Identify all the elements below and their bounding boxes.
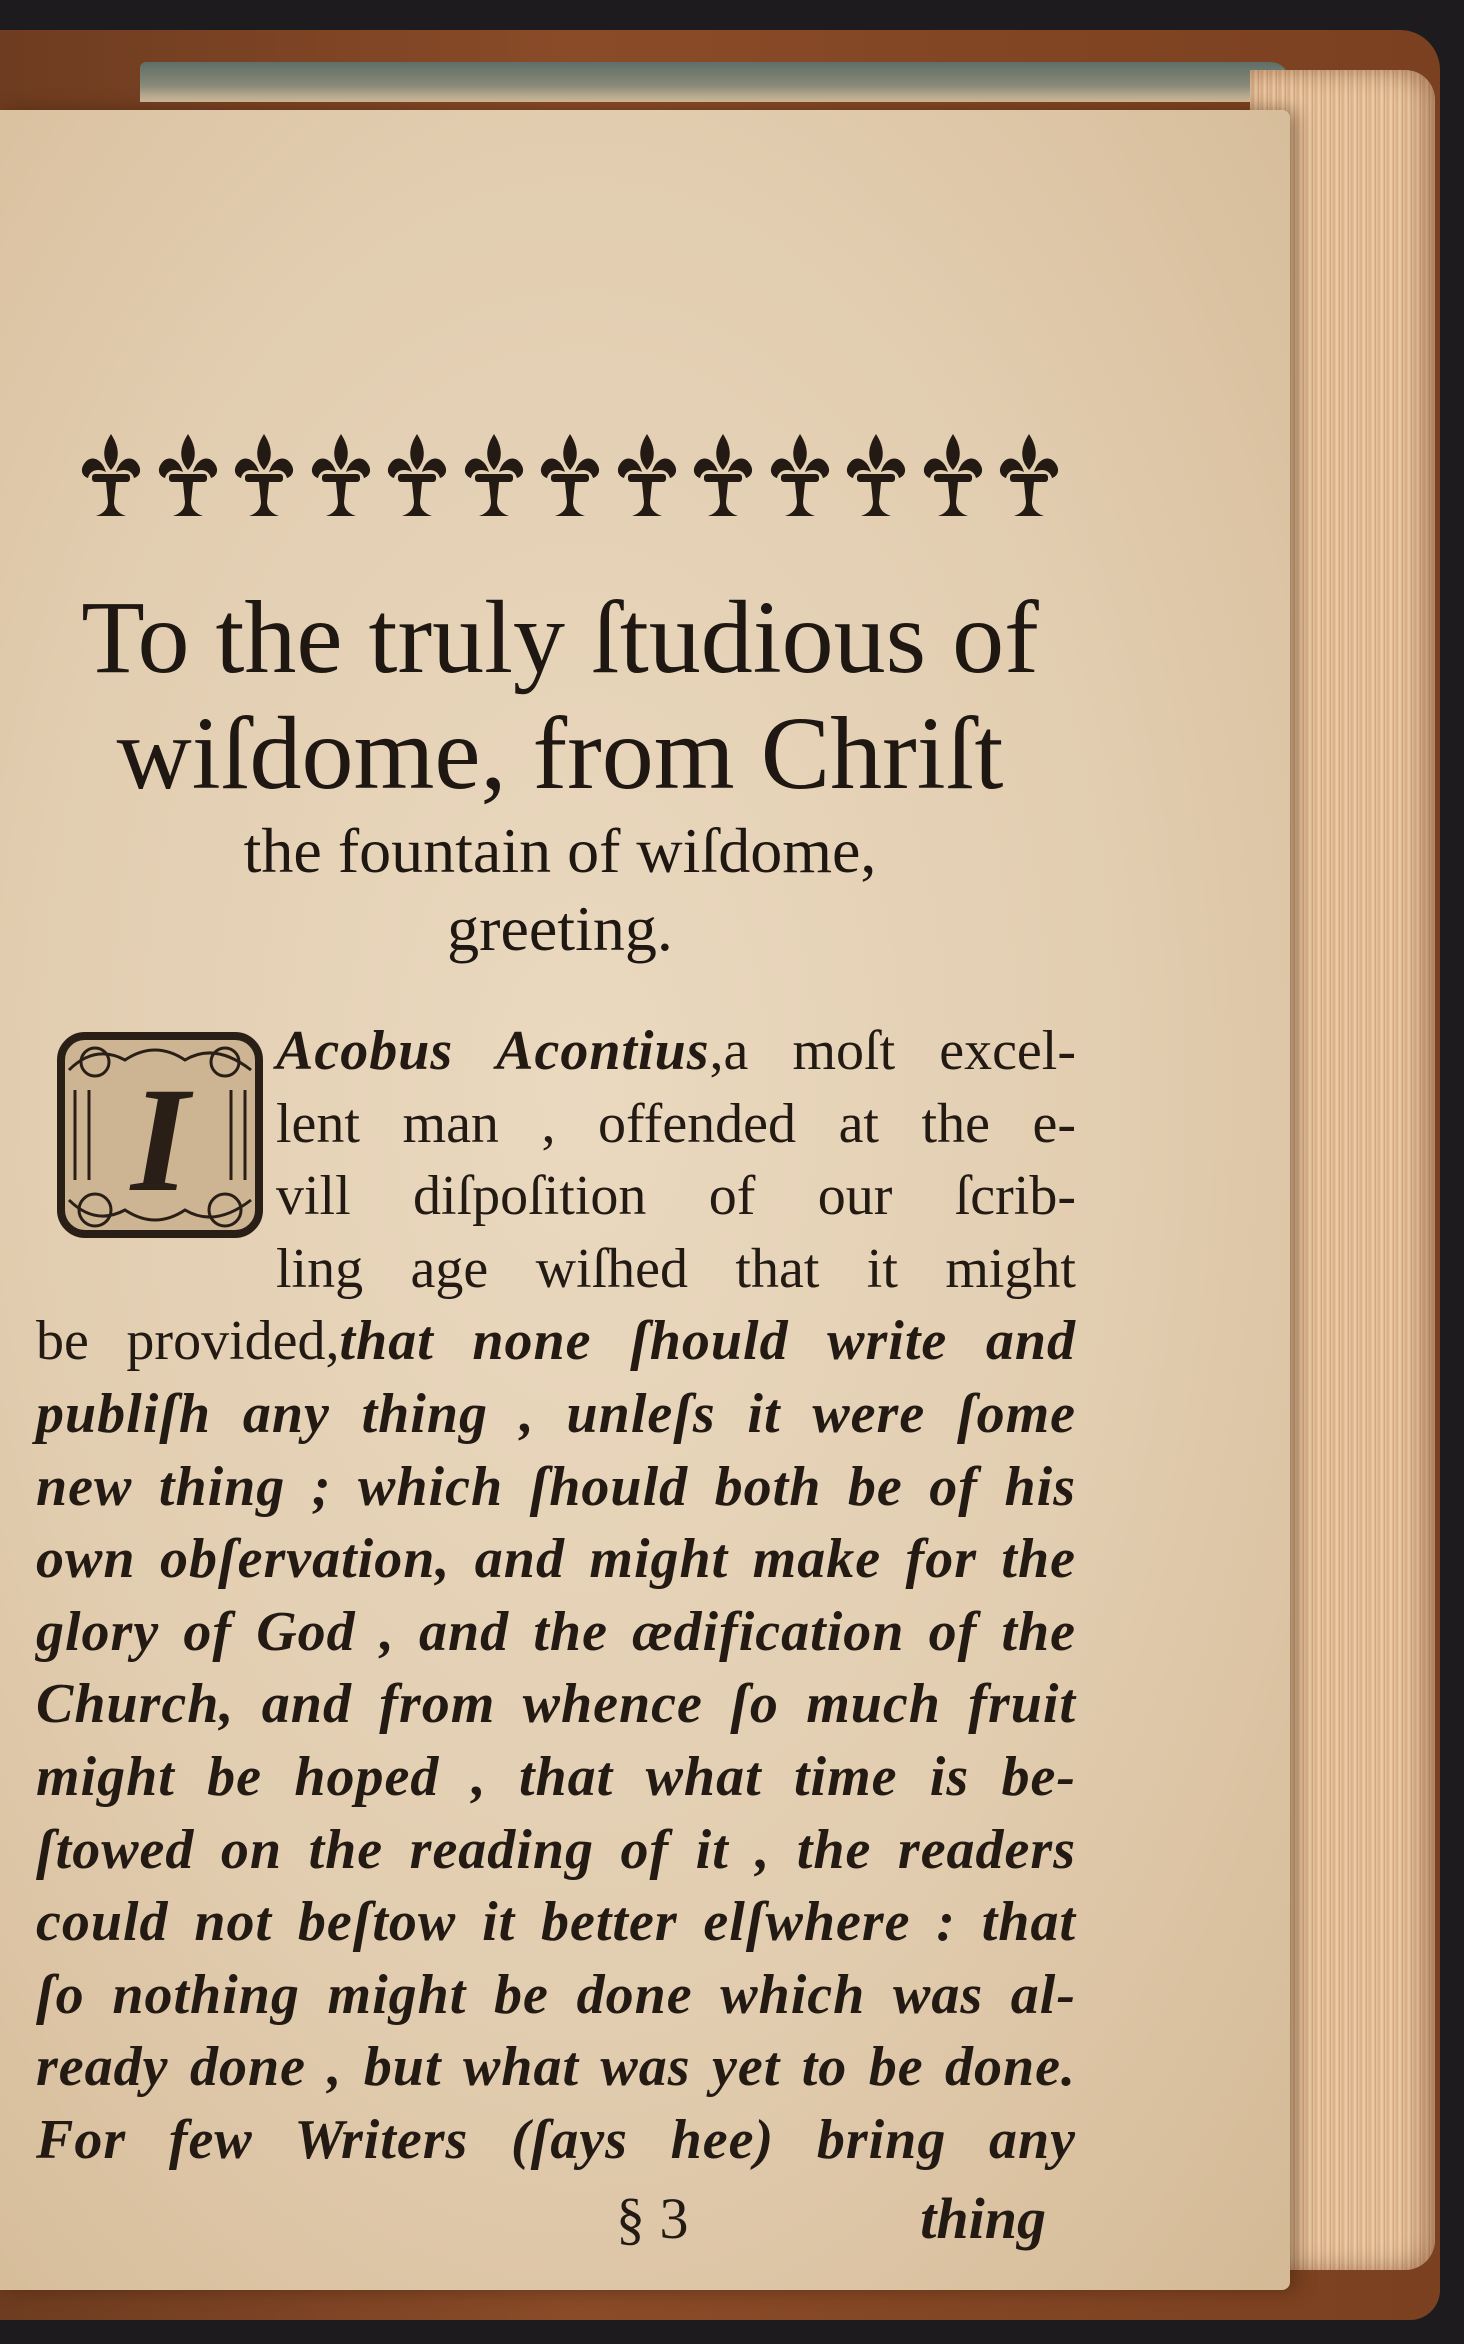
roman-text-segment: be provided,: [36, 1310, 340, 1373]
heading-line-4: greeting.: [447, 893, 673, 964]
fleur-de-lis-icon: [998, 430, 1060, 520]
text-line: [36, 1088, 1076, 1161]
fleur-de-lis-icon: [80, 430, 142, 520]
fleur-de-lis-icon: [692, 430, 754, 520]
heading-line-1: To the truly ſtudious of: [81, 580, 1039, 695]
fleur-de-lis-icon: [616, 430, 678, 520]
heading-line-3: the fountain of wiſdome,: [243, 815, 877, 886]
dedication-heading: [60, 580, 1060, 968]
fleur-de-lis-icon: [157, 430, 219, 520]
signature-mark: § 3: [616, 2186, 689, 2251]
text-line: [36, 1886, 1076, 1959]
italic-text-segment: might be hoped , that what time is be-: [36, 1745, 1076, 1808]
text-line: [36, 1305, 1076, 1378]
italic-text-segment: that none ſhould write and: [339, 1310, 1076, 1373]
fleuron-ornament-row: [80, 430, 1060, 530]
catchword: thing: [920, 2186, 1046, 2251]
text-line: [36, 1233, 1076, 1306]
italic-text-segment: new thing ; which ſhould both be of his: [36, 1455, 1076, 1518]
roman-text-segment: vill diſpoſition of our ſcrib-: [276, 1165, 1076, 1228]
text-line: [36, 1015, 1076, 1088]
italic-text-segment: could not beſtow it better elſwhere : that: [36, 1891, 1076, 1954]
fleur-de-lis-icon: [233, 430, 295, 520]
italic-text-segment: ready done , but what was yet to be done.: [36, 2036, 1076, 2099]
text-line: [36, 2031, 1076, 2104]
italic-text-segment: Acobus Acontius: [276, 1020, 710, 1082]
italic-text-segment: own obſervation, and might make for the: [36, 1528, 1076, 1591]
book-top-edge: [140, 62, 1290, 102]
roman-text-segment: ling age wiſhed that it might: [276, 1237, 1076, 1300]
fleur-de-lis-icon: [310, 430, 372, 520]
text-line: [36, 1451, 1076, 1524]
italic-text-segment: ſo nothing might be done which was al-: [36, 1963, 1076, 2026]
fleur-de-lis-icon: [922, 430, 984, 520]
text-line: [36, 1523, 1076, 1596]
body-text: [36, 1015, 1076, 2177]
fleur-de-lis-icon: [769, 430, 831, 520]
text-line: [36, 1378, 1076, 1451]
book-page: [0, 110, 1290, 2290]
text-line: [36, 1814, 1076, 1887]
fleur-de-lis-icon: [845, 430, 907, 520]
fleur-de-lis-icon: [539, 430, 601, 520]
svg-text:I: I: [130, 1057, 190, 1223]
text-line: [36, 1160, 1076, 1233]
text-line: [36, 1668, 1076, 1741]
italic-text-segment: glory of God , and the ædification of the: [36, 1600, 1076, 1663]
page-footer: [36, 2185, 1046, 2265]
roman-text-segment: lent man , offended at the e-: [276, 1092, 1076, 1155]
heading-line-2: wiſdome, from Chriſt: [116, 696, 1004, 811]
text-line: [36, 1596, 1076, 1669]
italic-text-segment: Church, and from whence ſo much fruit: [36, 1673, 1076, 1736]
fleur-de-lis-icon: [386, 430, 448, 520]
text-line: [36, 2104, 1076, 2177]
fleur-de-lis-icon: [463, 430, 525, 520]
text-line: [36, 1741, 1076, 1814]
italic-text-segment: For few Writers (ſays hee) bring any: [36, 2108, 1076, 2171]
roman-text-segment: ,a moſt excel-: [709, 1020, 1076, 1082]
italic-text-segment: publiſh any thing , unleſs it were ſome: [36, 1382, 1076, 1445]
italic-text-segment: ſtowed on the reading of it , the readers: [36, 1818, 1076, 1881]
text-line: [36, 1959, 1076, 2032]
